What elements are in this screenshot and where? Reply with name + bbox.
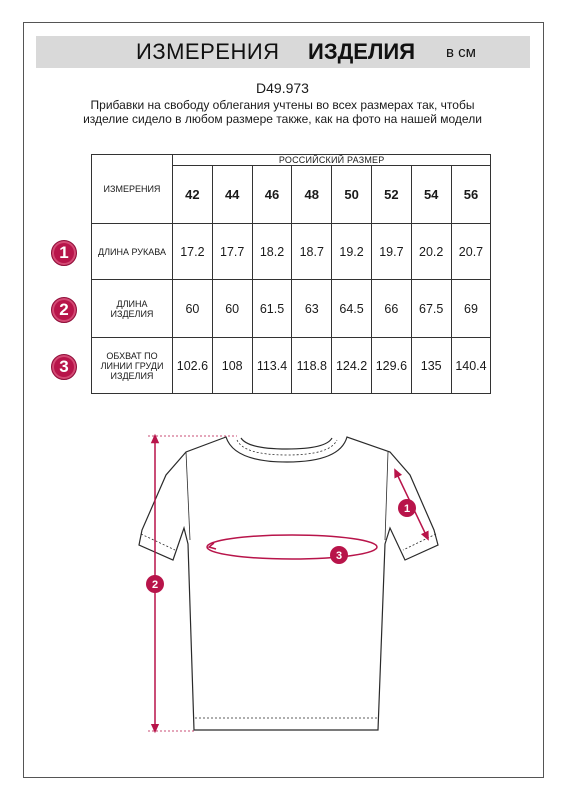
title-measurements: ИЗМЕРЕНИЯ	[136, 39, 280, 64]
table-cell: 129.6	[371, 338, 411, 394]
table-cell: 18.2	[252, 224, 292, 280]
table-cell: 124.2	[332, 338, 372, 394]
table-cell: 17.2	[173, 224, 213, 280]
table-cell: 67.5	[411, 280, 451, 338]
table-cell: 19.7	[371, 224, 411, 280]
fit-note: Прибавки на свободу облегания учтены во всех размерах так, чтобы изделие сидело в любом размере также, как на фото на нашей модели	[83, 98, 482, 126]
table-cell: 17.7	[212, 224, 252, 280]
badge-3: 3	[51, 354, 77, 380]
table-cell: 20.2	[411, 224, 451, 280]
table-cell: 102.6	[173, 338, 213, 394]
table-cell: 63	[292, 280, 332, 338]
table-cell: 113.4	[252, 338, 292, 394]
size-header: 46	[252, 166, 292, 224]
chest-indicator	[207, 535, 377, 559]
marker-2-label: 2	[151, 579, 159, 591]
unit-label: в см	[446, 44, 476, 61]
table-cell: 118.8	[292, 338, 332, 394]
row-label-text: ОБХВАТ ПО ЛИНИИ ГРУДИ ИЗДЕЛИЯ	[100, 350, 164, 381]
table-cell: 69	[451, 280, 491, 338]
row-header-cell: ИЗМЕРЕНИЯ	[92, 155, 173, 224]
size-header: 48	[292, 166, 332, 224]
table-cell: 61.5	[252, 280, 292, 338]
table-cell: 140.4	[451, 338, 491, 394]
size-header: 44	[212, 166, 252, 224]
table-cell: 18.7	[292, 224, 332, 280]
table-cell: 20.7	[451, 224, 491, 280]
row-label-text: ДЛИНА ИЗДЕЛИЯ	[110, 298, 154, 319]
marker-1-label: 1	[403, 503, 411, 515]
table-cell: 60	[173, 280, 213, 338]
table-cell: 135	[411, 338, 451, 394]
table-cell: 60	[212, 280, 252, 338]
table-cell: 108	[212, 338, 252, 394]
size-header: 42	[173, 166, 213, 224]
group-header-cell: РОССИЙСКИЙ РАЗМЕР	[173, 155, 491, 166]
size-header: 54	[411, 166, 451, 224]
size-header: 52	[371, 166, 411, 224]
size-header: 56	[451, 166, 491, 224]
size-header: 50	[332, 166, 372, 224]
title-garment: ИЗДЕЛИЯ	[308, 39, 416, 64]
marker-3-label: 3	[335, 550, 343, 562]
badge-1: 1	[51, 240, 77, 266]
row-label: ДЛИНА РУКАВА	[92, 224, 173, 280]
table-cell: 19.2	[332, 224, 372, 280]
table-cell: 64.5	[332, 280, 372, 338]
tshirt-outline	[139, 437, 438, 730]
badge-2: 2	[51, 297, 77, 323]
article-code: D49.973	[256, 80, 309, 96]
table-cell: 66	[371, 280, 411, 338]
